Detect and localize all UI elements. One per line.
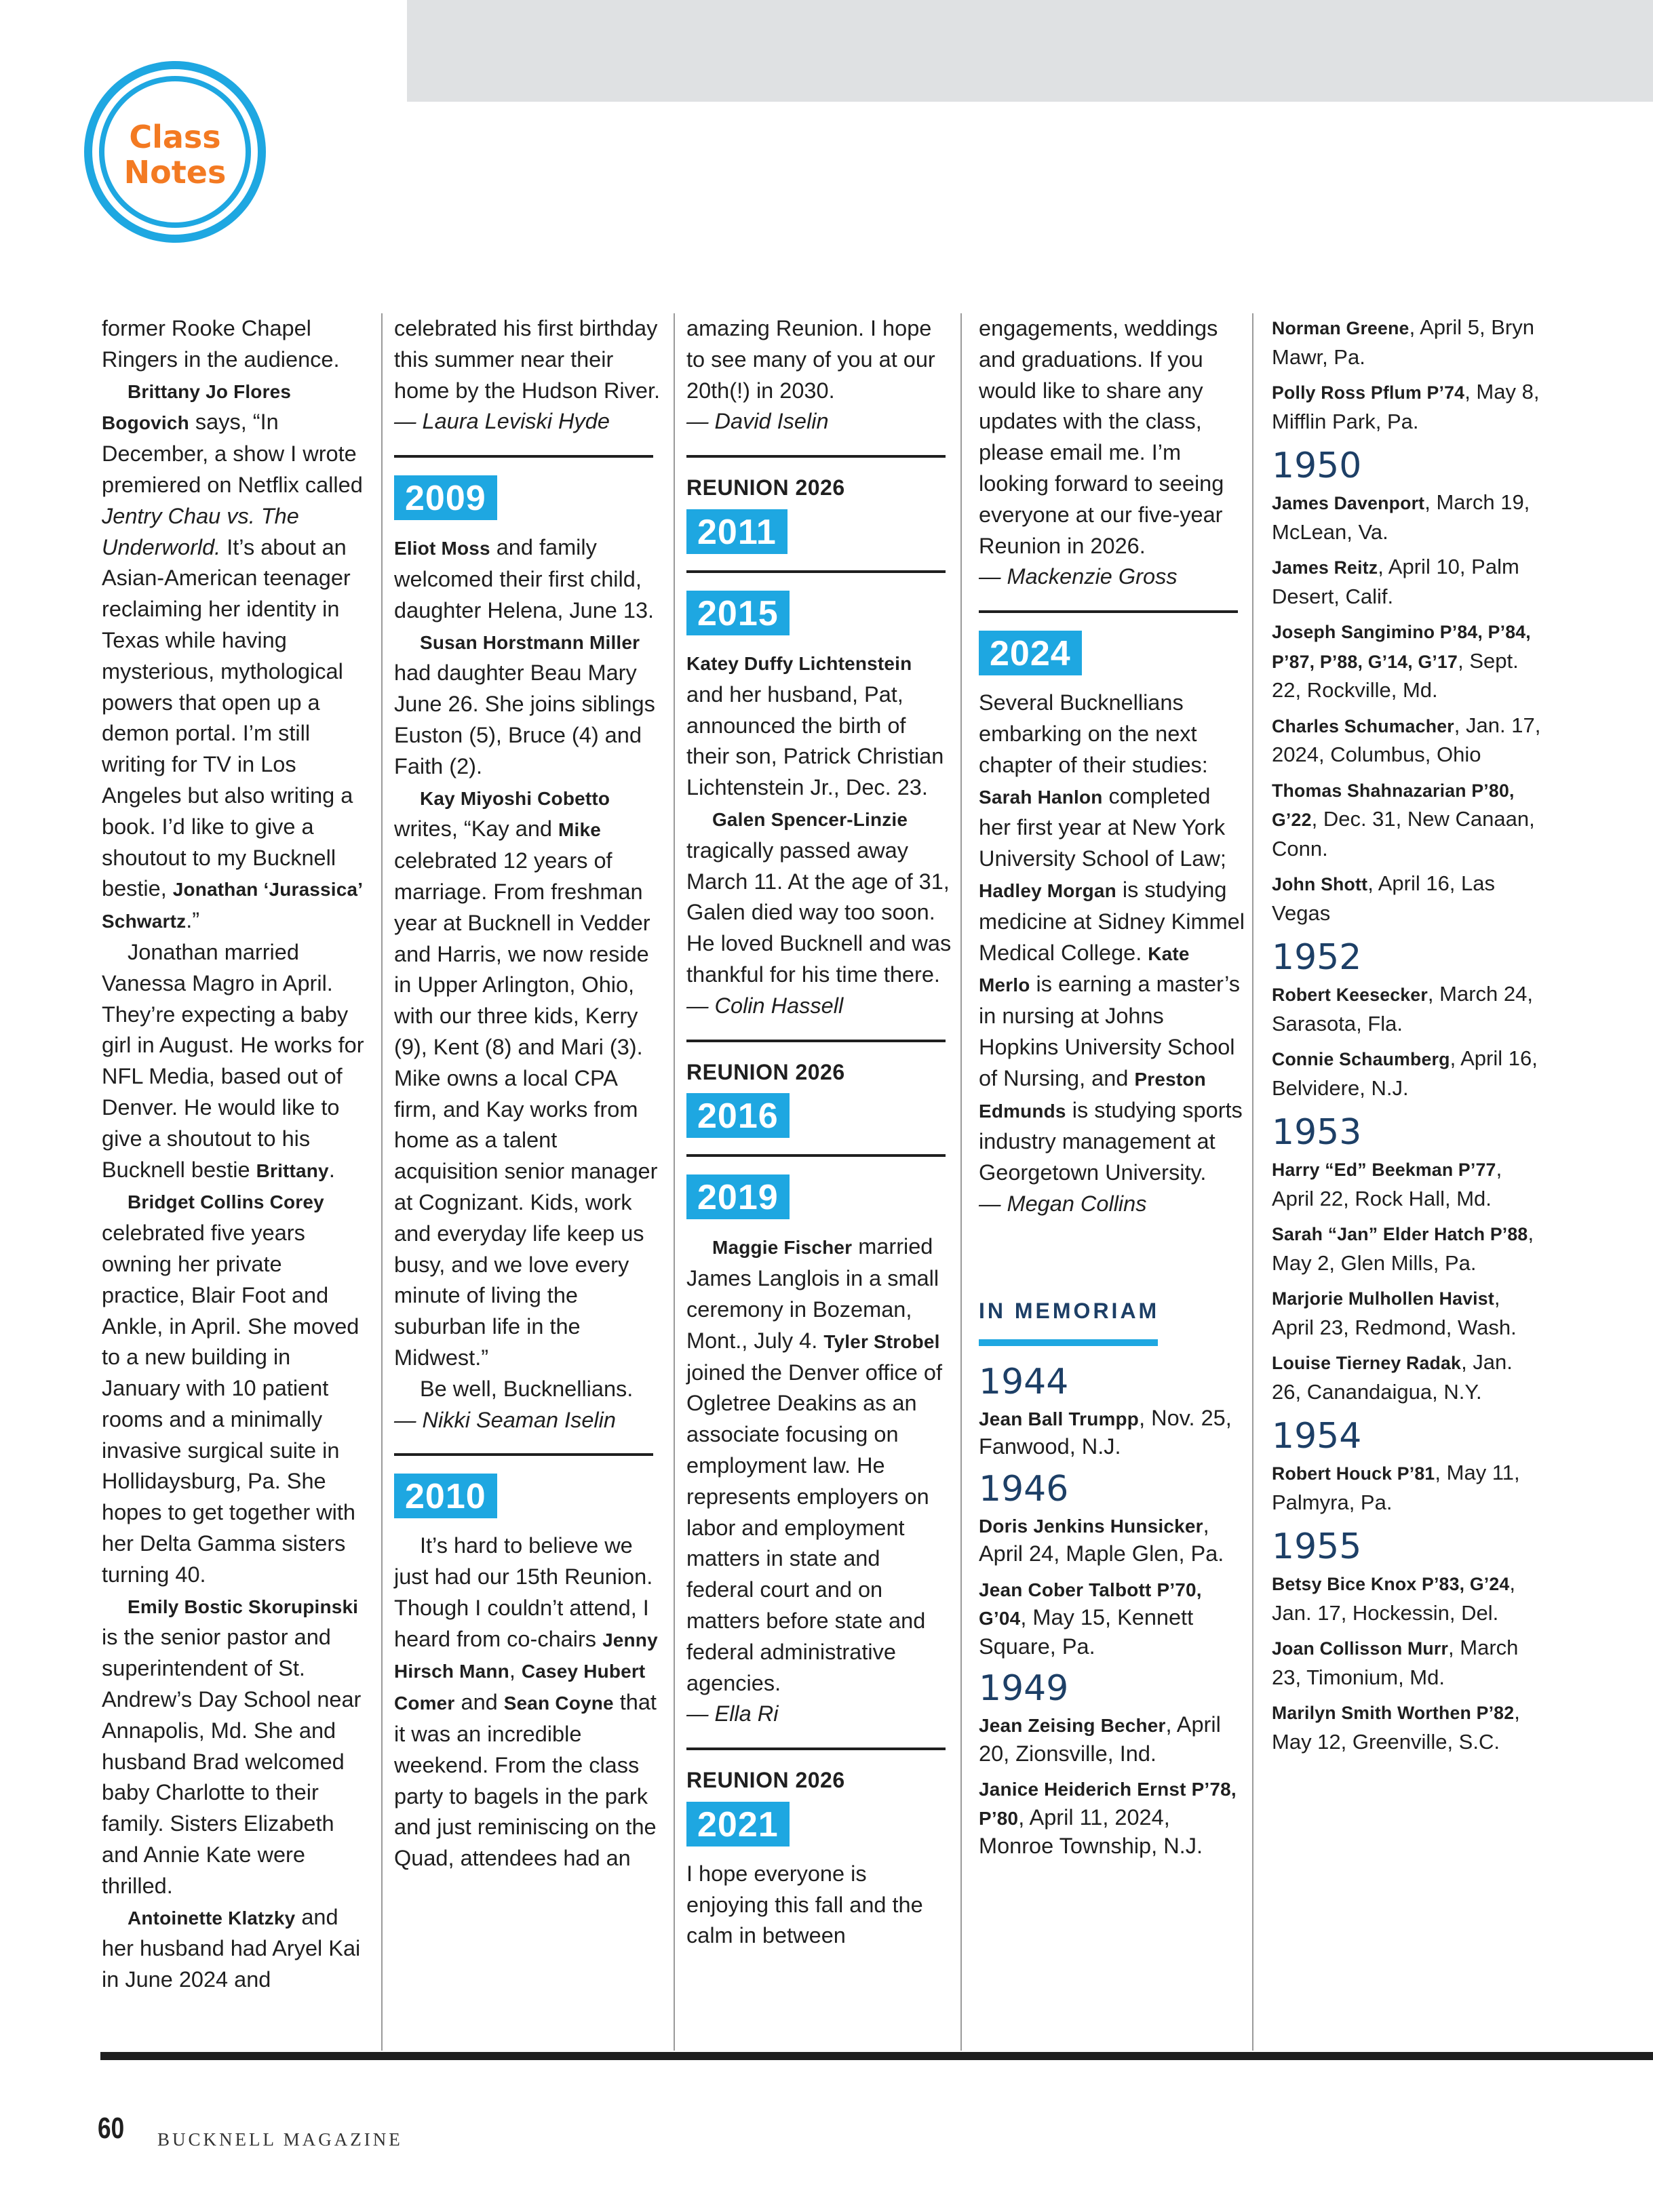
section-rule xyxy=(686,455,946,458)
class-year-2009: 2009 xyxy=(394,475,497,520)
paragraph: Kay Miyoshi Cobetto writes, “Kay and Mike celebrated 12 years of marriage. From freshman year at Bucknell in Vedder and Harris, we now reside in Upper Arlington, Ohio, with our three kids, Kerry (9), Kent (8) and Mari (3). Mike owns a local CPA firm, and Kay works from home as a talent acquisition senior manager at Cognizant. Kids, work and everyday life keep us busy, and we love every minute of living the suburban life in the Midwest.” xyxy=(394,787,658,1370)
paragraph: I hope everyone is enjoying this fall and the calm in between xyxy=(686,1861,923,1948)
section-rule xyxy=(686,1040,946,1042)
memoriam-year: 1954 xyxy=(1272,1416,1362,1457)
memoriam-year: 1952 xyxy=(1272,937,1362,978)
column-4 xyxy=(979,313,1245,1868)
column-divider xyxy=(1252,313,1253,2051)
memoriam-entry: Joseph Sangimino P’84, P’84, P’87, P’88, G’14, G’17, Sept. 22, Rockville, Md. xyxy=(1272,622,1531,702)
reunion-label: REUNION 2026 xyxy=(686,1768,845,1793)
memoriam-entry: Betsy Bice Knox P’83, G’24, Jan. 17, Hockessin, Del. xyxy=(1272,1571,1516,1625)
memoriam-entry: Robert Keesecker, March 24, Sarasota, Fla. xyxy=(1272,982,1533,1035)
memoriam-entry: James Reitz, April 10, Palm Desert, Calif. xyxy=(1272,555,1519,608)
paragraph: Eliot Moss and family welcomed their first child, daughter Helena, June 13. xyxy=(394,535,655,623)
section-rule xyxy=(686,1154,946,1157)
class-year-2021: 2021 xyxy=(686,1802,790,1846)
column-2 xyxy=(394,313,660,1874)
memoriam-entry: Jean Ball Trumpp, Nov. 25, Fanwood, N.J. xyxy=(979,1405,1232,1459)
footer-rule xyxy=(100,2052,1653,2060)
paragraph: former Rooke Chapel Ringers in the audience. xyxy=(102,316,340,372)
column-divider xyxy=(381,313,383,2051)
paragraph: Katey Duffy Lichtenstein and her husband, Pat, announced the birth of their son, Patrick Christian Lichtenstein Jr., Dec. 23. xyxy=(686,652,944,800)
magazine-name: BUCKNELL MAGAZINE xyxy=(157,2129,403,2150)
signature: — Ella Ri xyxy=(686,1701,779,1726)
memoriam-year: 1949 xyxy=(979,1668,1069,1710)
class-year-2024: 2024 xyxy=(979,631,1082,675)
memoriam-underline xyxy=(979,1339,1158,1346)
paragraph: Maggie Fischer married James Langlois in a small ceremony in Bozeman, Mont., July 4. Tyler Strobel joined the Denver office of Ogletree Deakins as an associate focusing on employment law. He represents employers on labor and employment matters in state and federal court and on matters before state and federal administrative agencies. xyxy=(686,1234,943,1695)
memoriam-entry: Thomas Shahnazarian P’80, G’22, Dec. 31, New Canaan, Conn. xyxy=(1272,780,1535,861)
section-rule xyxy=(394,1453,653,1456)
paragraph: amazing Reunion. I hope to see many of you at our 20th(!) in 2030. xyxy=(686,316,935,403)
class-year-2011: 2011 xyxy=(686,509,787,554)
memoriam-year: 1950 xyxy=(1272,446,1362,486)
paragraph: Jonathan married Vanessa Magro in April. They’re expecting a baby girl in August. He works for NFL Media, based out of Denver. He would like to give a shoutout to his Bucknell bestie Brittany. xyxy=(102,939,364,1182)
memoriam-year: 1955 xyxy=(1272,1526,1362,1567)
paragraph: Galen Spencer-Linzie tragically passed away March 11. At the age of 31, Galen died way too soon. He loved Bucknell and was thankful for his time there. — Colin Hassell xyxy=(686,808,952,1018)
memoriam-year: 1953 xyxy=(1272,1112,1362,1153)
section-rule xyxy=(979,610,1238,613)
paragraph: Bridget Collins Corey celebrated five years owning her private practice, Blair Foot and Ankle, in April. She moved to a new building in January with 10 patient rooms and a minimally invasive surgical suite in Hollidaysburg, Pa. She hopes to get together with her Delta Gamma sisters turning 40. xyxy=(102,1191,359,1587)
memoriam-entry: Joan Collisson Murr, March 23, Timonium, Md. xyxy=(1272,1636,1519,1689)
section-rule xyxy=(686,1747,946,1750)
memoriam-entry: Doris Jenkins Hunsicker, April 24, Maple Glen, Pa. xyxy=(979,1512,1224,1566)
paragraph: Be well, Bucknellians. xyxy=(420,1376,634,1401)
memoriam-entry: Harry “Ed” Beekman P’77, April 22, Rock Hall, Md. xyxy=(1272,1157,1502,1210)
memoriam-entry: Jean Zeising Becher, April 20, Zionsville, Ind. xyxy=(979,1712,1221,1766)
paragraph: It’s hard to believe we just had our 15th Reunion. Though I couldn’t attend, I heard from co-chairs Jenny Hirsch Mann, Casey Hubert Comer and Sean Coyne that it was an incredible weekend. From the class party to bagels in the park and just reminiscing on the Quad, attendees had an xyxy=(394,1533,658,1871)
badge-label: Class Notes xyxy=(123,119,227,191)
paragraph: Susan Horstmann Miller had daughter Beau Mary June 26. She joins siblings Euston (5), Bruce (4) and Faith (2). xyxy=(394,631,655,778)
class-year-2015: 2015 xyxy=(686,591,790,635)
column-divider xyxy=(960,313,962,2051)
signature: — David Iselin xyxy=(686,409,829,434)
paragraph: Brittany Jo Flores Bogovich says, “In December, a show I wrote premiered on Netflix called Jentry Chau vs. The Underworld. It’s about an Asian-American teenager reclaiming her identity in Texas while having mysterious, mythological powers that open up a demon portal. I’m still writing for TV in Los Angeles but also writing a book. I’d like to give a shoutout to my Bucknell bestie, Jonathan ‘Jurassica’ Schwartz.” xyxy=(102,380,363,933)
memoriam-entry: Norman Greene, April 5, Bryn Mawr, Pa. xyxy=(1272,315,1534,369)
section-rule xyxy=(394,455,653,458)
column-1 xyxy=(102,313,368,1996)
memoriam-year: 1946 xyxy=(979,1468,1069,1509)
paragraph: Antoinette Klatzky and her husband had Aryel Kai in June 2024 and xyxy=(102,1904,361,1992)
paragraph: celebrated his first birthday this summer near their home by the Hudson River. — Laura Leviski Hyde xyxy=(394,316,661,434)
class-year-2010: 2010 xyxy=(394,1474,497,1518)
memoriam-entry: Robert Houck P’81, May 11, Palmyra, Pa. xyxy=(1272,1461,1520,1514)
memoriam-entry: Marjorie Mulhollen Havist, April 23, Redmond, Wash. xyxy=(1272,1286,1517,1339)
paragraph: engagements, weddings and graduations. If you would like to share any updates with the class, please email me. I’m looking forward to seeing everyone at our five-year Reunion in 2026. xyxy=(979,316,1224,558)
memoriam-entry: Charles Schumacher, Jan. 17, 2024, Columbus, Ohio xyxy=(1272,713,1541,766)
column-divider xyxy=(674,313,675,2051)
memoriam-entry: Connie Schaumberg, April 16, Belvidere, N.J. xyxy=(1272,1046,1538,1100)
memoriam-entry: James Davenport, March 19, McLean, Va. xyxy=(1272,490,1530,544)
section-rule xyxy=(686,570,946,573)
signature: — Mackenzie Gross xyxy=(979,564,1178,589)
memoriam-entry: Sarah “Jan” Elder Hatch P’88, May 2, Glen Mills, Pa. xyxy=(1272,1221,1534,1275)
paragraph: Emily Bostic Skorupinski is the senior pastor and superintendent of St. Andrew’s Day School near Annapolis, Md. She and husband Brad welcomed baby Charlotte to their family. Sisters Elizabeth and Annie Kate were thrilled. xyxy=(102,1596,362,1898)
page-number: 60 xyxy=(98,2112,125,2145)
memoriam-entry: Louise Tierney Radak, Jan. 26, Canandaigua, N.Y. xyxy=(1272,1350,1513,1404)
class-notes-badge xyxy=(84,61,266,243)
class-year-2016: 2016 xyxy=(686,1093,790,1138)
paragraph: Several Bucknellians embarking on the next chapter of their studies: Sarah Hanlon completed her first year at New York University School of Law; Hadley Morgan is studying medicine at Sidney Kimmel Medical College. Kate Merlo is earning a master’s in nursing at Johns Hopkins University School of Nursing, and Preston Edmunds is studying sports industry management at Georgetown University. xyxy=(979,690,1245,1185)
memoriam-entry: Janice Heiderich Ernst P’78, P’80, April 11, 2024, Monroe Township, N.J. xyxy=(979,1779,1237,1859)
in-memoriam-heading: IN MEMORIAM xyxy=(979,1298,1160,1323)
memoriam-entry: Polly Ross Pflum P’74, May 8, Mifflin Park, Pa. xyxy=(1272,380,1540,433)
signature: — Megan Collins xyxy=(979,1191,1147,1216)
memoriam-entry: John Shott, April 16, Las Vegas xyxy=(1272,871,1496,925)
header-band xyxy=(407,0,1653,102)
class-year-2019: 2019 xyxy=(686,1174,790,1219)
memoriam-entry: Jean Cober Talbott P’70, G’04, May 15, Kennett Square, Pa. xyxy=(979,1579,1202,1659)
signature: — Nikki Seaman Iselin xyxy=(394,1407,616,1432)
column-5 xyxy=(1272,313,1543,1762)
column-3 xyxy=(686,313,952,1952)
memoriam-entry: Marilyn Smith Worthen P’82, May 12, Greenville, S.C. xyxy=(1272,1700,1520,1754)
reunion-label: REUNION 2026 xyxy=(686,1059,845,1084)
reunion-label: REUNION 2026 xyxy=(686,475,845,500)
memoriam-year: 1944 xyxy=(979,1361,1069,1402)
